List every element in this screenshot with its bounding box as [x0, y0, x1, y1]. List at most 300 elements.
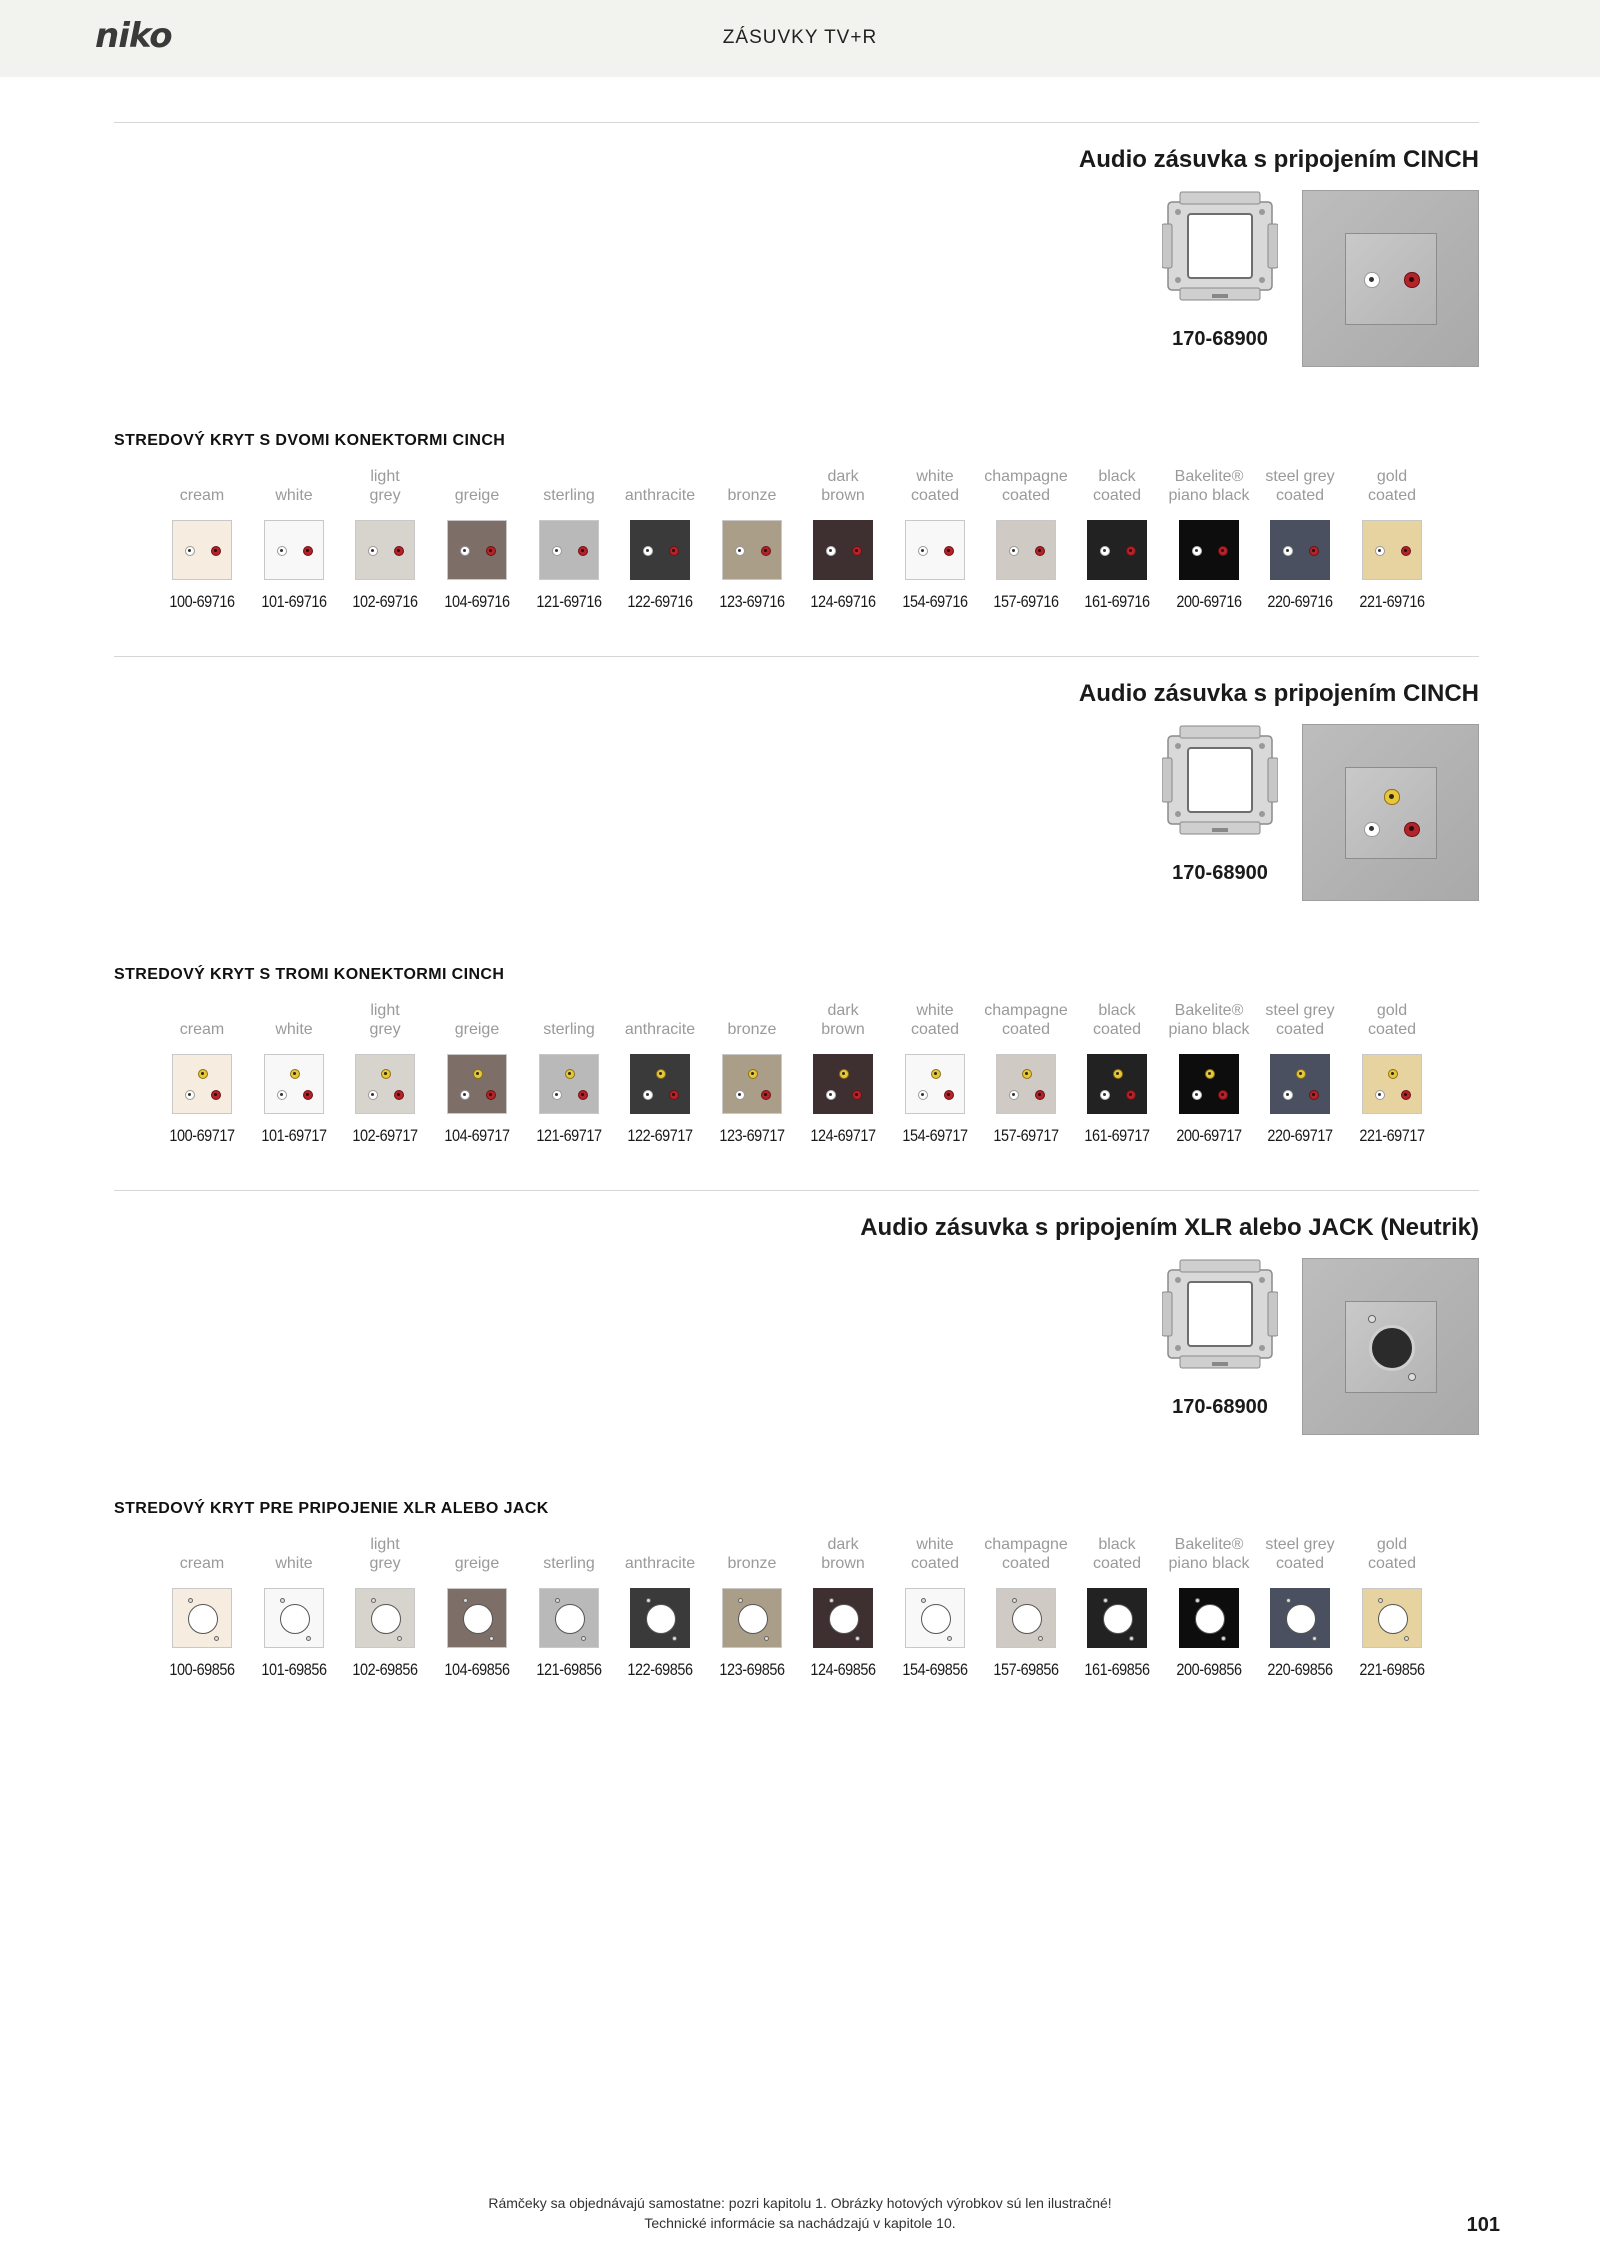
finish-name-line-1 [706, 1001, 798, 1020]
finish-name-line-2: piano black [1168, 1555, 1250, 1572]
finish-name-line-1 [431, 467, 523, 486]
finish-swatch[interactable] [1179, 520, 1239, 580]
finish-swatch[interactable] [447, 1054, 507, 1114]
screw-top [280, 1598, 285, 1603]
finish-name-line-1: Bakelite® [1174, 1002, 1244, 1019]
finish-swatch[interactable] [1087, 1054, 1147, 1114]
red-cinch-connector-pin [672, 1093, 676, 1097]
finish-name-line-1 [706, 467, 798, 486]
article-code: 121-69717 [536, 1126, 602, 1145]
white-cinch-connector [368, 1090, 378, 1100]
article-code: 104-69717 [444, 1126, 510, 1145]
red-cinch-connector-pin [214, 1093, 218, 1097]
finish-name [248, 467, 340, 507]
finish-name [339, 1535, 431, 1575]
article-code: 220-69717 [1267, 1126, 1333, 1145]
finish-name-line-2: coated [1092, 1021, 1142, 1038]
footer-line-1: Rámčeky sa objednávajú samostatne: pozri kapitolu 1. Obrázky hotových výrobkov sú len ilustračné! [488, 2195, 1112, 2211]
red-cinch-connector [1309, 546, 1319, 556]
finish-name-line-1 [156, 1001, 248, 1020]
finish-name-line-2: coated [1001, 487, 1051, 504]
finish-name-line-2: coated [910, 487, 960, 504]
red-cinch-connector [1309, 1090, 1319, 1100]
yellow-cinch-connector-pin [1389, 794, 1394, 799]
white-cinch-connector [1375, 546, 1385, 556]
screw-bottom [1129, 1636, 1134, 1641]
finish-name-line-2: brown [821, 1555, 865, 1572]
finish-name [248, 1001, 340, 1041]
screw-bottom [397, 1636, 402, 1641]
red-cinch-connector [1218, 1090, 1228, 1100]
finish-name-line-1: black [1098, 1002, 1136, 1019]
yellow-cinch-connector-pin [1025, 1072, 1029, 1076]
finish-swatch[interactable] [1087, 520, 1147, 580]
finish-swatch[interactable] [447, 1588, 507, 1648]
yellow-cinch-connector [656, 1069, 666, 1079]
red-cinch-connector-pin [306, 1093, 310, 1097]
white-cinch-connector-pin [188, 549, 192, 553]
red-cinch-connector [211, 546, 221, 556]
red-cinch-connector [1404, 272, 1419, 287]
finish-name-line-2: coated [1367, 1021, 1417, 1038]
red-cinch-connector [1218, 546, 1228, 556]
screw-top [829, 1598, 834, 1603]
finish-name-line-1 [156, 467, 248, 486]
finish-name-line-2: coated [1001, 1021, 1051, 1038]
finish-swatch[interactable] [1362, 1054, 1422, 1114]
finish-name-line-1 [614, 467, 706, 486]
finish-swatch[interactable] [447, 520, 507, 580]
section-title: Audio zásuvka s pripojením XLR alebo JACK (Neutrik) [860, 1214, 1479, 1241]
article-code: 157-69716 [993, 592, 1059, 611]
white-cinch-connector-pin [371, 549, 375, 553]
screw-bottom [306, 1636, 311, 1641]
finish-name [889, 467, 981, 507]
xlr-opening [829, 1604, 859, 1634]
finish-name [797, 1001, 889, 1041]
finish-name-line-1 [614, 1535, 706, 1554]
white-cinch-connector-pin [371, 1093, 375, 1097]
finish-name [1346, 467, 1438, 507]
screw-bottom [214, 1636, 219, 1641]
mechanism-code: 170-68900 [1172, 1396, 1268, 1418]
white-cinch-connector [185, 546, 195, 556]
white-cinch-connector [1283, 1090, 1293, 1100]
white-cinch-connector-pin [1378, 549, 1382, 553]
finished-socket-image [1302, 190, 1479, 367]
finish-name-line-1: black [1098, 468, 1136, 485]
finish-name-line-1 [614, 1001, 706, 1020]
red-cinch-connector [669, 546, 679, 556]
xlr-opening [280, 1604, 310, 1634]
finish-swatch[interactable] [1362, 1588, 1422, 1648]
yellow-cinch-connector [748, 1069, 758, 1079]
socket-face [1345, 1301, 1437, 1393]
yellow-cinch-connector-pin [1208, 1072, 1212, 1076]
finish-swatch[interactable] [355, 1588, 415, 1648]
finish-swatch[interactable] [813, 1588, 873, 1648]
white-cinch-connector-pin [921, 549, 925, 553]
screw-bottom [764, 1636, 769, 1641]
xlr-opening [1286, 1604, 1316, 1634]
yellow-cinch-connector [198, 1069, 208, 1079]
white-cinch-connector [1009, 1090, 1019, 1100]
screw-bottom [1312, 1636, 1317, 1641]
red-cinch-connector-pin [947, 549, 951, 553]
red-cinch-connector-pin [672, 549, 676, 553]
mechanism-code: 170-68900 [1172, 328, 1268, 350]
finish-name-line-1: steel grey [1265, 1002, 1335, 1019]
finish-name-line-2: piano black [1168, 1021, 1250, 1038]
finish-name-line-2: greige [454, 1555, 500, 1572]
white-cinch-connector-pin [555, 549, 559, 553]
finish-swatch[interactable] [172, 1588, 232, 1648]
finish-name-line-2: bronze [727, 1555, 777, 1572]
red-cinch-connector [761, 1090, 771, 1100]
red-cinch-connector [1126, 1090, 1136, 1100]
article-code: 221-69856 [1359, 1660, 1425, 1679]
article-code: 161-69856 [1084, 1660, 1150, 1679]
finish-name-line-2: white [275, 1555, 313, 1572]
finish-swatch[interactable] [905, 1054, 965, 1114]
finish-swatch[interactable] [539, 520, 599, 580]
finish-name-line-2: grey [369, 1021, 401, 1038]
finish-swatch[interactable] [264, 520, 324, 580]
screw-bottom [581, 1636, 586, 1641]
screw-top [1368, 1315, 1376, 1323]
yellow-cinch-connector [381, 1069, 391, 1079]
white-cinch-connector [1283, 546, 1293, 556]
finish-swatch[interactable] [264, 1054, 324, 1114]
red-cinch-connector [852, 546, 862, 556]
white-cinch-connector [918, 546, 928, 556]
screw-top [1103, 1598, 1108, 1603]
red-cinch-connector [394, 546, 404, 556]
finish-name [156, 1535, 248, 1575]
finish-swatch[interactable] [539, 1054, 599, 1114]
finish-name [889, 1535, 981, 1575]
article-code: 102-69717 [352, 1126, 418, 1145]
footer-note [0, 2193, 1600, 2233]
finish-swatch[interactable] [1362, 520, 1422, 580]
finish-swatch[interactable] [172, 1054, 232, 1114]
screw-bottom [855, 1636, 860, 1641]
finish-name-line-1: champagne [984, 1002, 1068, 1019]
white-cinch-connector [826, 1090, 836, 1100]
red-cinch-connector-pin [306, 549, 310, 553]
white-cinch-connector-pin [1103, 1093, 1107, 1097]
finish-swatch[interactable] [996, 1054, 1056, 1114]
article-code: 157-69717 [993, 1126, 1059, 1145]
white-cinch-connector-pin [1012, 549, 1016, 553]
red-cinch-connector-pin [1409, 826, 1414, 831]
yellow-cinch-connector-pin [842, 1072, 846, 1076]
white-cinch-connector [826, 546, 836, 556]
screw-top [555, 1598, 560, 1603]
white-cinch-connector [643, 546, 653, 556]
finish-swatch[interactable] [1179, 1054, 1239, 1114]
footer-line-2: Technické informácie sa nachádzajú v kapitole 10. [644, 2215, 956, 2231]
finish-name-line-1: gold [1376, 1536, 1408, 1553]
yellow-cinch-connector-pin [1116, 1072, 1120, 1076]
finish-swatch[interactable] [996, 520, 1056, 580]
white-cinch-connector-pin [188, 1093, 192, 1097]
red-cinch-connector [761, 546, 771, 556]
red-cinch-connector-pin [1221, 1093, 1225, 1097]
finish-name-line-1: white [916, 468, 954, 485]
finish-name-line-2: brown [821, 1021, 865, 1038]
article-code: 100-69716 [169, 592, 235, 611]
finish-name-line-1: white [916, 1002, 954, 1019]
finish-swatch[interactable] [172, 520, 232, 580]
red-cinch-connector-pin [214, 549, 218, 553]
finish-swatch[interactable] [813, 520, 873, 580]
screw-bottom [1404, 1636, 1409, 1641]
section-title: Audio zásuvka s pripojením CINCH [1078, 680, 1479, 707]
red-cinch-connector-pin [489, 549, 493, 553]
screw-bottom [489, 1636, 494, 1641]
yellow-cinch-connector-pin [293, 1072, 297, 1076]
screw-top [738, 1598, 743, 1603]
article-code: 101-69856 [261, 1660, 327, 1679]
article-code: 124-69856 [810, 1660, 876, 1679]
screw-top [1195, 1598, 1200, 1603]
article-code: 220-69856 [1267, 1660, 1333, 1679]
xlr-opening [1103, 1604, 1133, 1634]
yellow-cinch-connector-pin [476, 1072, 480, 1076]
article-code: 122-69717 [627, 1126, 693, 1145]
finish-name [1071, 1535, 1163, 1575]
white-cinch-connector [185, 1090, 195, 1100]
page-number: 101 [1466, 2214, 1500, 2236]
yellow-cinch-connector [839, 1069, 849, 1079]
yellow-cinch-connector [931, 1069, 941, 1079]
screw-top [1012, 1598, 1017, 1603]
finished-socket-image [1302, 724, 1479, 901]
finish-name-line-2: grey [369, 1555, 401, 1572]
red-cinch-connector [303, 546, 313, 556]
finish-name-line-2: coated [910, 1021, 960, 1038]
white-cinch-connector [1364, 272, 1379, 287]
red-cinch-connector [303, 1090, 313, 1100]
red-cinch-connector-pin [1404, 549, 1408, 553]
article-code: 200-69716 [1176, 592, 1242, 611]
finish-name [431, 467, 523, 507]
white-cinch-connector-pin [921, 1093, 925, 1097]
finish-name-line-1: steel grey [1265, 468, 1335, 485]
finish-name-line-2: anthracite [624, 1021, 696, 1038]
section-title: Audio zásuvka s pripojením CINCH [1078, 146, 1479, 173]
finished-socket-image [1302, 1258, 1479, 1435]
yellow-cinch-connector-pin [934, 1072, 938, 1076]
finish-name-line-2: brown [821, 487, 865, 504]
finish-name [797, 467, 889, 507]
finish-name [523, 1001, 615, 1041]
white-cinch-connector-pin [1195, 1093, 1199, 1097]
white-cinch-connector [552, 546, 562, 556]
finish-swatch[interactable] [813, 1054, 873, 1114]
xlr-opening [188, 1604, 218, 1634]
finish-name-line-1: gold [1376, 468, 1408, 485]
yellow-cinch-connector [565, 1069, 575, 1079]
finish-name [1254, 1535, 1346, 1575]
article-code: 161-69717 [1084, 1126, 1150, 1145]
red-cinch-connector [852, 1090, 862, 1100]
red-cinch-connector [1126, 546, 1136, 556]
finish-swatch[interactable] [539, 1588, 599, 1648]
article-code: 154-69717 [902, 1126, 968, 1145]
red-cinch-connector [1035, 546, 1045, 556]
finish-name-line-2: sterling [543, 1021, 595, 1038]
finish-name-line-2: coated [910, 1555, 960, 1572]
finish-name-line-1: light [370, 468, 400, 485]
white-cinch-connector [1192, 546, 1202, 556]
screw-bottom [672, 1636, 677, 1641]
yellow-cinch-connector [1022, 1069, 1032, 1079]
finish-swatch[interactable] [630, 1588, 690, 1648]
xlr-opening [1369, 1325, 1415, 1371]
red-cinch-connector-pin [489, 1093, 493, 1097]
finish-name-line-2: coated [1275, 1021, 1325, 1038]
finish-name-line-2: coated [1092, 1555, 1142, 1572]
finish-name-line-1 [156, 1535, 248, 1554]
screw-top [463, 1598, 468, 1603]
finish-name-line-1 [523, 1535, 615, 1554]
mechanism-image [1162, 1256, 1278, 1372]
finish-name-line-1 [706, 1535, 798, 1554]
yellow-cinch-connector [1205, 1069, 1215, 1079]
finish-name-line-1: light [370, 1536, 400, 1553]
finish-swatch[interactable] [1270, 1054, 1330, 1114]
finish-name-line-2: cream [179, 1021, 225, 1038]
niko-logo: niko [95, 16, 172, 56]
red-cinch-connector-pin [1409, 277, 1414, 282]
xlr-opening [738, 1604, 768, 1634]
finish-swatch[interactable] [355, 520, 415, 580]
finish-name-line-2: sterling [543, 487, 595, 504]
yellow-cinch-connector [1384, 789, 1399, 804]
xlr-opening [646, 1604, 676, 1634]
finish-name-line-1: dark [827, 1002, 859, 1019]
article-code: 123-69716 [719, 592, 785, 611]
finish-swatch[interactable] [1087, 1588, 1147, 1648]
yellow-cinch-connector [1296, 1069, 1306, 1079]
finish-name [1346, 1535, 1438, 1575]
finish-name-line-2: piano black [1168, 487, 1250, 504]
finish-swatch[interactable] [722, 1054, 782, 1114]
white-cinch-connector [735, 546, 745, 556]
article-code: 124-69716 [810, 592, 876, 611]
finish-name-line-1: steel grey [1265, 1536, 1335, 1553]
red-cinch-connector [1401, 1090, 1411, 1100]
mechanism-image [1162, 722, 1278, 838]
section-divider [114, 1190, 1479, 1191]
finish-swatch[interactable] [905, 1588, 965, 1648]
article-code: 154-69716 [902, 592, 968, 611]
article-code: 101-69717 [261, 1126, 327, 1145]
finish-name-line-1 [431, 1001, 523, 1020]
red-cinch-connector-pin [855, 1093, 859, 1097]
finish-name-line-1: white [916, 1536, 954, 1553]
finish-name-line-2: coated [1092, 487, 1142, 504]
finish-swatch[interactable] [1179, 1588, 1239, 1648]
finish-swatch[interactable] [355, 1054, 415, 1114]
red-cinch-connector-pin [581, 549, 585, 553]
finish-swatch[interactable] [264, 1588, 324, 1648]
finish-name [706, 1535, 798, 1575]
finish-name-line-2: coated [1367, 1555, 1417, 1572]
xlr-opening [371, 1604, 401, 1634]
red-cinch-connector-pin [1038, 1093, 1042, 1097]
white-cinch-connector-pin [1195, 549, 1199, 553]
finish-name-line-1: light [370, 1002, 400, 1019]
article-code: 157-69856 [993, 1660, 1059, 1679]
screw-bottom [1221, 1636, 1226, 1641]
finish-swatch[interactable] [722, 520, 782, 580]
finish-name [980, 1001, 1072, 1041]
red-cinch-connector [394, 1090, 404, 1100]
finish-swatch[interactable] [1270, 520, 1330, 580]
xlr-opening [921, 1604, 951, 1634]
finish-swatch[interactable] [630, 520, 690, 580]
red-cinch-connector-pin [397, 1093, 401, 1097]
finish-swatch[interactable] [1270, 1588, 1330, 1648]
finish-swatch[interactable] [905, 520, 965, 580]
yellow-cinch-connector-pin [568, 1072, 572, 1076]
finish-name-line-1: dark [827, 468, 859, 485]
white-cinch-connector [277, 1090, 287, 1100]
article-code: 123-69717 [719, 1126, 785, 1145]
finish-name [1254, 1001, 1346, 1041]
white-cinch-connector-pin [738, 549, 742, 553]
white-cinch-connector-pin [646, 549, 650, 553]
socket-face [1345, 767, 1437, 859]
finish-swatch[interactable] [630, 1054, 690, 1114]
article-code: 221-69716 [1359, 592, 1425, 611]
finish-name-line-2: white [275, 487, 313, 504]
chapter-title: ZÁSUVKY TV+R [722, 27, 878, 48]
white-cinch-connector [552, 1090, 562, 1100]
finish-swatch[interactable] [996, 1588, 1056, 1648]
finish-name-line-2: bronze [727, 487, 777, 504]
article-code: 220-69716 [1267, 592, 1333, 611]
finish-name [1163, 467, 1255, 507]
screw-top [371, 1598, 376, 1603]
article-code: 121-69856 [536, 1660, 602, 1679]
finish-name-line-2: coated [1367, 487, 1417, 504]
finish-name-line-1: champagne [984, 1536, 1068, 1553]
red-cinch-connector-pin [764, 1093, 768, 1097]
red-cinch-connector-pin [581, 1093, 585, 1097]
finish-swatch[interactable] [722, 1588, 782, 1648]
finish-name [614, 467, 706, 507]
white-cinch-connector-pin [1286, 1093, 1290, 1097]
white-cinch-connector-pin [1286, 549, 1290, 553]
article-code: 102-69856 [352, 1660, 418, 1679]
finish-name [1346, 1001, 1438, 1041]
white-cinch-connector [735, 1090, 745, 1100]
finish-name [523, 467, 615, 507]
screw-top [646, 1598, 651, 1603]
red-cinch-connector-pin [1312, 549, 1316, 553]
red-cinch-connector-pin [947, 1093, 951, 1097]
finish-name [156, 1001, 248, 1041]
finish-name [339, 1001, 431, 1041]
socket-face [1345, 233, 1437, 325]
finish-name-line-2: anthracite [624, 1555, 696, 1572]
finish-name [797, 1535, 889, 1575]
red-cinch-connector-pin [397, 549, 401, 553]
